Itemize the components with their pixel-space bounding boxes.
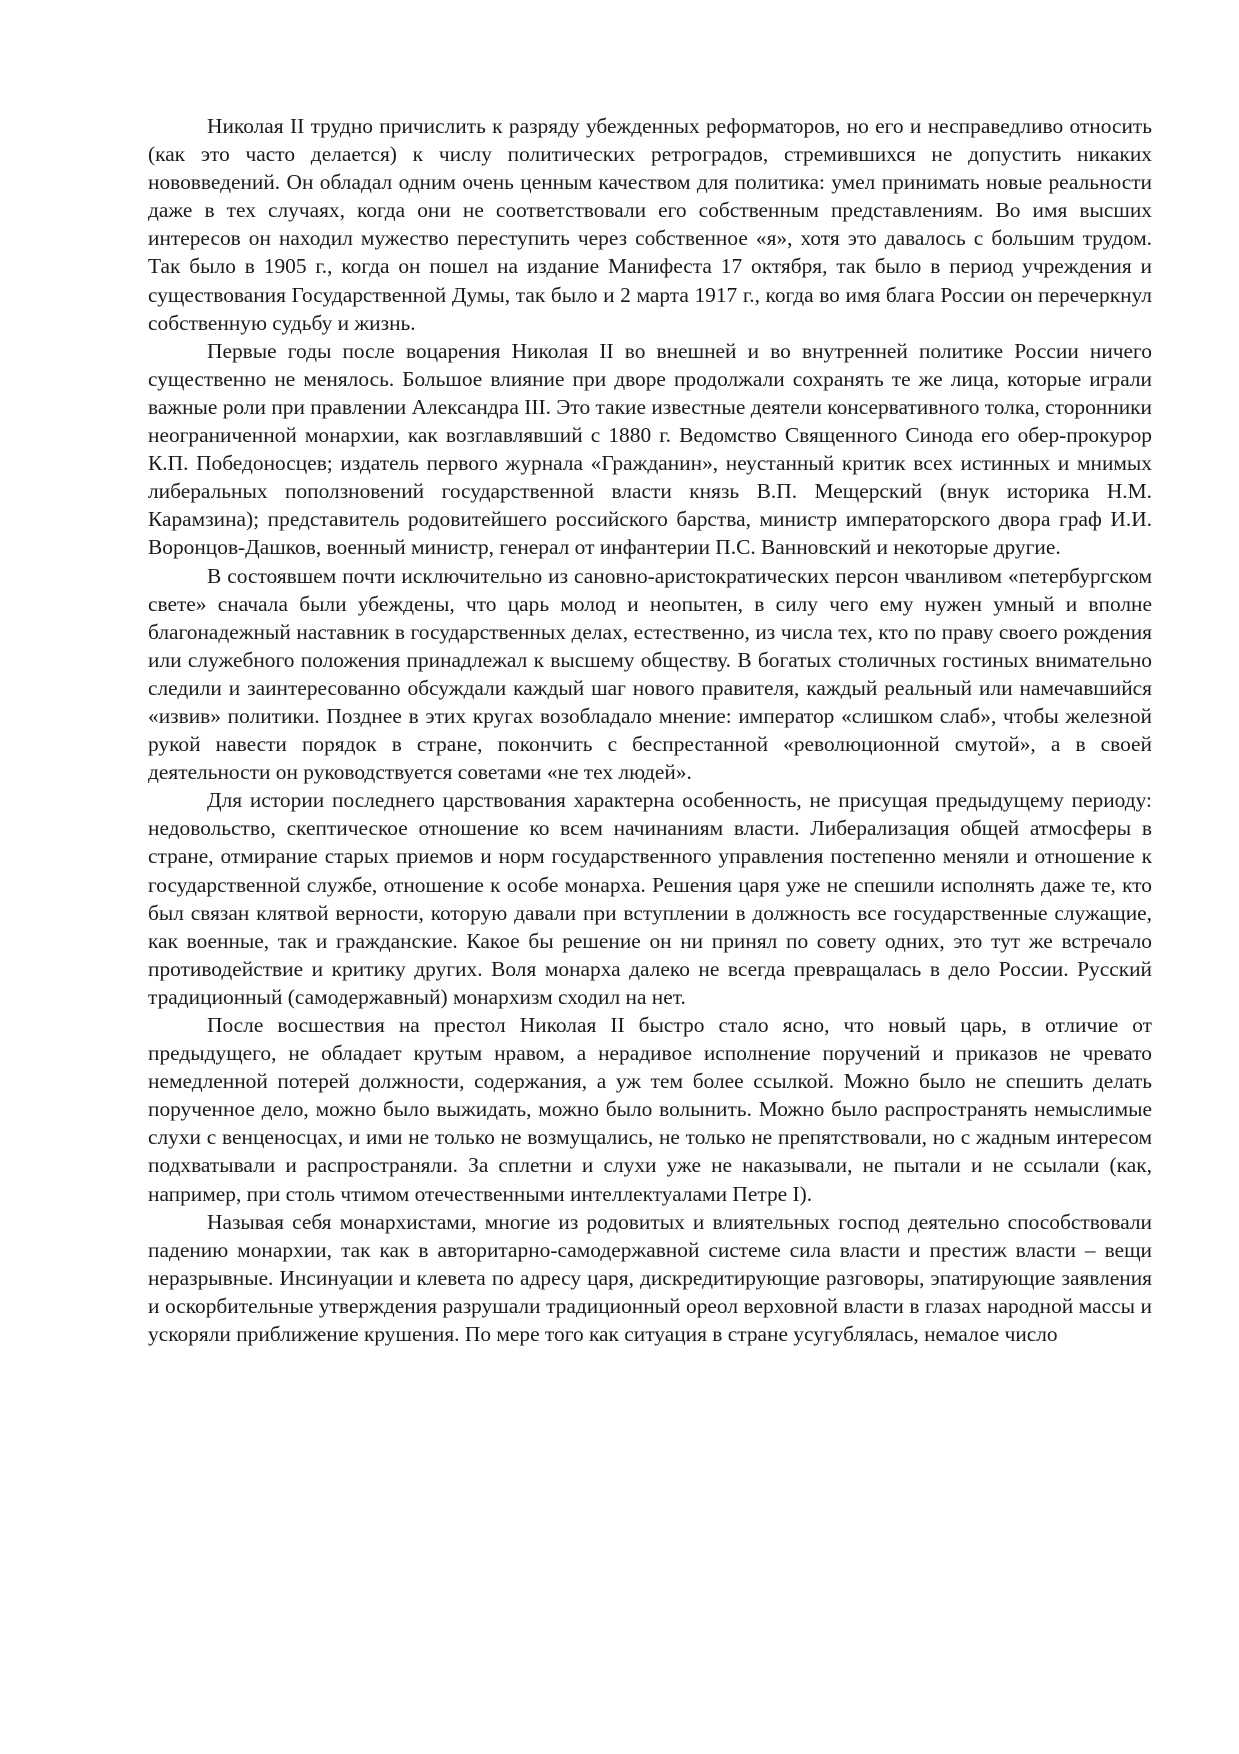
paragraph-4: Для истории последнего царствования характерна особенность, не присущая предыдущему периоду: недовольство, скептическое отношение ко всем начинаниям власти. Либерализация общей атмосферы в стране, отмирание старых приемов и норм государственного управления постепенно меняли и отношение к государственной службе, отношение к особе монарха. Решения царя уже не спешили исполнять даже те, кто был связан клятвой верности, которую давали при вступлении в должность все государственные служащие, как военные, так и гражданские. Какое бы решение он ни принял по совету одних, это тут же встречало противодействие и критику других. Воля монарха далеко не всегда превращалась в дело России. Русский традиционный (самодержавный) монархизм сходил на нет. xyxy=(148,788,1152,1009)
paragraph-2: Первые годы после воцарения Николая II во внешней и во внутренней политике России ничего существенно не менялось. Большое влияние при дворе продолжали сохранять те же лица, которые играли важные роли при правлении Александра III. Это такие известные деятели консервативного толка, сторонники неограниченной монархии, как возглавлявший с 1880 г. Ведомство Священного Синода его обер-прокурор К.П. Победоносцев; издатель первого журнала «Гражданин», неустанный критик всех истинных и мнимых либеральных поползновений государственной власти князь В.П. Мещерский (внук историка Н.М. Карамзина); представитель родовитейшего российского барства, министр императорского двора граф И.И. Воронцов-Дашков, военный министр, генерал от инфантерии П.С. Ванновский и некоторые другие. xyxy=(148,338,1152,560)
paragraph-3: В состоявшем почти исключительно из сановно-аристократических персон чванливом «петербургском свете» сначала были убеждены, что царь молод и неопытен, в силу чего ему нужен умный и вполне благонадежный наставник в государственных делах, естественно, из числа тех, кто по праву своего рождения или служебного положения принадлежал к высшему обществу. В богатых столичных гостиных внимательно следили и заинтересованно обсуждали каждый шаг нового правителя, каждый реальный или намечавшийся «извив» политики. Позднее в этих кругах возобладало мнение: император «слишком слаб», чтобы железной рукой навести порядок в стране, покончить с беспрестанной «революционной смутой», а в своей деятельности он руководствуется советами «не тех людей». xyxy=(148,563,1152,785)
paragraph-6: Называя себя монархистами, многие из родовитых и влиятельных господ деятельно способствовали падению монархии, так как в авторитарно-самодержавной системе сила власти и престиж власти – вещи неразрывные. Инсинуации и клевета по адресу царя, дискредитирующие разговоры, эпатирующие заявления и оскорбительные утверждения разрушали традиционный ореол верховной власти в глазах народной массы и ускоряли приближение крушения. По мере того как ситуация в стране усугублялась, немалое число xyxy=(148,1209,1152,1347)
paragraph-5: После восшествия на престол Николая II быстро стало ясно, что новый царь, в отличие от предыдущего, не обладает крутым нравом, а нерадивое исполнение поручений и приказов не чревато немедленной потерей должности, содержания, а уж тем более ссылкой. Можно было не спешить делать порученное дело, можно было выжидать, можно было волынить. Можно было распространять немыслимые слухи с венценосцах, и ими не только не возмущались, не только не препятствовали, но с жадным интересом подхватывали и распространяли. За сплетни и слухи уже не наказывали, не пытали и не ссылали (как, например, при столь чтимом отечественными интеллектуалами Петре I). xyxy=(148,1013,1152,1206)
paragraph-1: Николая II трудно причислить к разряду убежденных реформаторов, но его и несправедливо относить (как это часто делается) к числу политических ретроградов, стремившихся не допустить никаких нововведений. Он обладал одним очень ценным качеством для политика: умел принимать новые реальности даже в тех случаях, когда они не соответствовали его собственным представлениям. Во имя высших интересов он находил мужество переступить через собственное «я», хотя это давалось с большим трудом. Так было в 1905 г., когда он пошел на издание Манифеста 17 октября, так было в период учреждения и существования Государственной Думы, так было и 2 марта 1917 г., когда во имя блага России он перечеркнул собственную судьбу и жизнь. xyxy=(148,114,1152,335)
document-page xyxy=(148,112,1152,1348)
